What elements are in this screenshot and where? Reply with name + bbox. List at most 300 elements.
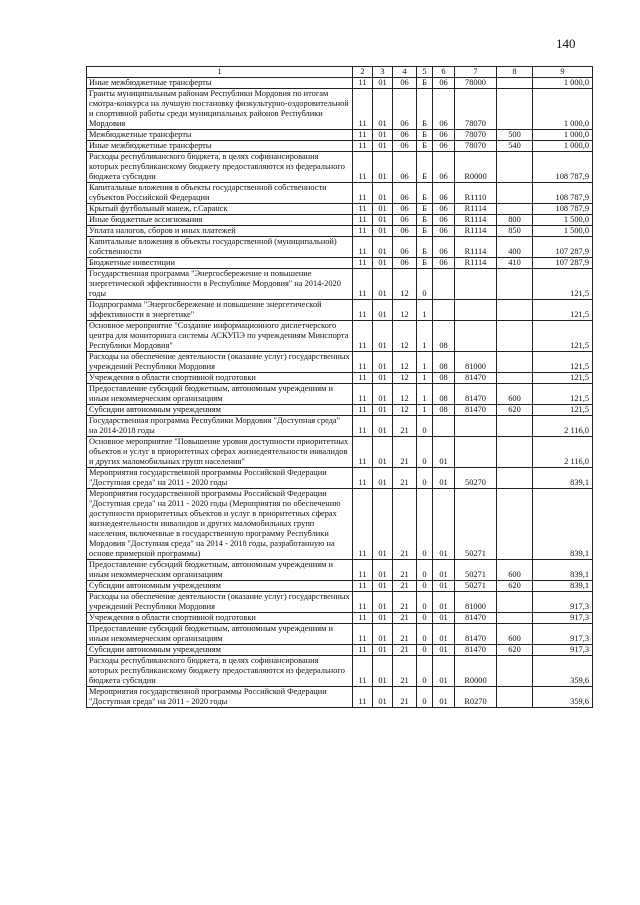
row-code-3: 01 <box>373 130 393 141</box>
row-code-3: 01 <box>373 416 393 437</box>
column-header: 9 <box>533 67 593 78</box>
row-description: Мероприятия государственной программы Российской Федерации "Доступная среда" на 2011 - 2020 годы (Мероприятия по обеспечению доступности приоритетных объектов и услуг в приоритетных сферах жизнедеятельности инвалидов и других маломобильных групп населения, включенные в государственную программу Республики Мордовия "Доступная среда" на 2014 - 2018 годы, разработанную на основе примерной программы) <box>87 489 353 560</box>
row-code-5: 0 <box>417 581 433 592</box>
row-code-5: 1 <box>417 373 433 384</box>
row-code-7: R1114 <box>455 226 497 237</box>
row-code-3: 01 <box>373 78 393 89</box>
table-row <box>87 152 593 183</box>
row-code-8: 400 <box>497 237 533 258</box>
row-code-6: 08 <box>433 405 455 416</box>
row-code-7 <box>455 437 497 468</box>
row-code-6: 01 <box>433 645 455 656</box>
row-amount: 839,1 <box>533 560 593 581</box>
row-code-2: 11 <box>353 468 373 489</box>
column-header: 7 <box>455 67 497 78</box>
row-code-7: 78070 <box>455 89 497 130</box>
row-code-4: 06 <box>393 78 417 89</box>
row-code-8: 600 <box>497 384 533 405</box>
row-code-6: 01 <box>433 581 455 592</box>
row-code-7: 81470 <box>455 384 497 405</box>
row-code-5: 0 <box>417 656 433 687</box>
row-code-5: Б <box>417 183 433 204</box>
row-code-6: 01 <box>433 624 455 645</box>
row-description: Предоставление субсидий бюджетным, автономным учреждениям и иным некоммерческим организациям <box>87 624 353 645</box>
row-code-5: 1 <box>417 405 433 416</box>
row-description: Субсидии автономным учреждениям <box>87 645 353 656</box>
row-code-8: 410 <box>497 258 533 269</box>
row-code-3: 01 <box>373 656 393 687</box>
row-code-8: 500 <box>497 130 533 141</box>
row-code-5: 1 <box>417 384 433 405</box>
table-row <box>87 89 593 130</box>
row-description: Расходы на обеспечение деятельности (оказание услуг) государственных учреждений Республики Мордовия <box>87 352 353 373</box>
row-code-8 <box>497 613 533 624</box>
row-amount: 121,5 <box>533 373 593 384</box>
row-amount: 121,5 <box>533 405 593 416</box>
row-description: Уплата налогов, сборов и иных платежей <box>87 226 353 237</box>
row-code-6: 01 <box>433 656 455 687</box>
row-code-3: 01 <box>373 437 393 468</box>
row-code-4: 06 <box>393 204 417 215</box>
row-amount: 121,5 <box>533 352 593 373</box>
row-amount: 2 116,0 <box>533 437 593 468</box>
row-code-3: 01 <box>373 489 393 560</box>
table-row <box>87 687 593 708</box>
row-code-4: 12 <box>393 373 417 384</box>
row-code-8: 620 <box>497 581 533 592</box>
row-code-7: 50270 <box>455 468 497 489</box>
row-code-3: 01 <box>373 352 393 373</box>
row-code-7: R0000 <box>455 656 497 687</box>
row-code-6: 08 <box>433 373 455 384</box>
row-code-6: 01 <box>433 489 455 560</box>
row-code-5: Б <box>417 89 433 130</box>
row-code-7: R1110 <box>455 183 497 204</box>
table-row <box>87 468 593 489</box>
row-code-8 <box>497 89 533 130</box>
row-code-5: Б <box>417 141 433 152</box>
row-code-8: 600 <box>497 560 533 581</box>
row-code-5: 0 <box>417 613 433 624</box>
row-code-7: 78070 <box>455 141 497 152</box>
row-code-4: 21 <box>393 468 417 489</box>
row-code-7: R1114 <box>455 204 497 215</box>
row-description: Иные межбюджетные трансферты <box>87 141 353 152</box>
row-code-3: 01 <box>373 183 393 204</box>
row-amount: 108 787,9 <box>533 204 593 215</box>
row-code-6: 06 <box>433 130 455 141</box>
row-code-2: 11 <box>353 581 373 592</box>
row-code-5: 0 <box>417 645 433 656</box>
row-code-3: 01 <box>373 215 393 226</box>
table-row <box>87 437 593 468</box>
table-row <box>87 373 593 384</box>
row-amount: 917,3 <box>533 613 593 624</box>
row-code-2: 11 <box>353 141 373 152</box>
row-code-4: 21 <box>393 489 417 560</box>
row-code-2: 11 <box>353 226 373 237</box>
row-code-8 <box>497 321 533 352</box>
row-code-5: Б <box>417 237 433 258</box>
row-code-4: 06 <box>393 183 417 204</box>
row-code-6: 01 <box>433 560 455 581</box>
column-header: 6 <box>433 67 455 78</box>
row-amount: 839,1 <box>533 489 593 560</box>
row-code-6: 06 <box>433 258 455 269</box>
row-amount: 121,5 <box>533 300 593 321</box>
row-code-6: 06 <box>433 78 455 89</box>
row-code-5: 1 <box>417 321 433 352</box>
row-code-2: 11 <box>353 237 373 258</box>
row-description: Иные бюджетные ассигнования <box>87 215 353 226</box>
row-code-8: 620 <box>497 405 533 416</box>
row-code-7: 50271 <box>455 489 497 560</box>
row-amount: 839,1 <box>533 468 593 489</box>
row-code-8 <box>497 468 533 489</box>
column-header: 2 <box>353 67 373 78</box>
row-amount: 1 000,0 <box>533 130 593 141</box>
table-row <box>87 215 593 226</box>
row-code-8 <box>497 152 533 183</box>
table-row <box>87 613 593 624</box>
row-description: Предоставление субсидий бюджетным, автономным учреждениям и иным некоммерческим организациям <box>87 384 353 405</box>
row-code-6: 01 <box>433 437 455 468</box>
row-description: Субсидии автономным учреждениям <box>87 405 353 416</box>
row-amount: 1 000,0 <box>533 141 593 152</box>
row-code-7: R0000 <box>455 152 497 183</box>
row-code-2: 11 <box>353 204 373 215</box>
row-code-4: 06 <box>393 130 417 141</box>
row-code-7 <box>455 321 497 352</box>
row-description: Межбюджетные трансферты <box>87 130 353 141</box>
row-code-6: 01 <box>433 687 455 708</box>
row-description: Государственная программа "Энергосбережение и повышение энергетической эффективности в Республике Мордовия" на 2014-2020 годы <box>87 269 353 300</box>
row-description: Мероприятия государственной программы Российской Федерации "Доступная среда" на 2011 - 2020 годы <box>87 687 353 708</box>
table-row <box>87 130 593 141</box>
row-description: Капитальные вложения в объекты государственной собственности субъектов Российской Федерации <box>87 183 353 204</box>
page-number: 140 <box>556 36 576 51</box>
row-amount: 839,1 <box>533 581 593 592</box>
table-row <box>87 237 593 258</box>
row-code-8 <box>497 373 533 384</box>
column-header: 3 <box>373 67 393 78</box>
row-description: Государственная программа Республики Мордовия "Доступная среда" на 2014-2018 годы <box>87 416 353 437</box>
row-code-5: Б <box>417 226 433 237</box>
row-description: Бюджетные инвестиции <box>87 258 353 269</box>
row-amount: 1 500,0 <box>533 226 593 237</box>
row-description: Крытый футбольный манеж, г.Саранск <box>87 204 353 215</box>
row-description: Гранты муниципальным районам Республики Мордовия по итогам смотра-конкурса на лучшую постановку физкультурно-оздоровительной и спортивной работы среди муниципальных районов Республики Мордовия <box>87 89 353 130</box>
row-code-2: 11 <box>353 687 373 708</box>
table-row <box>87 321 593 352</box>
row-code-7 <box>455 269 497 300</box>
row-code-5: 0 <box>417 560 433 581</box>
row-code-8 <box>497 437 533 468</box>
row-code-4: 06 <box>393 89 417 130</box>
row-code-4: 12 <box>393 405 417 416</box>
row-code-2: 11 <box>353 624 373 645</box>
row-amount: 917,3 <box>533 645 593 656</box>
row-code-2: 11 <box>353 613 373 624</box>
row-description: Мероприятия государственной программы Российской Федерации "Доступная среда" на 2011 - 2020 годы <box>87 468 353 489</box>
row-code-3: 01 <box>373 237 393 258</box>
row-code-3: 01 <box>373 613 393 624</box>
row-code-5: Б <box>417 130 433 141</box>
row-code-4: 21 <box>393 592 417 613</box>
row-code-4: 06 <box>393 258 417 269</box>
row-code-7: 81470 <box>455 373 497 384</box>
table-row <box>87 581 593 592</box>
row-code-2: 11 <box>353 384 373 405</box>
row-code-2: 11 <box>353 89 373 130</box>
row-amount: 917,3 <box>533 592 593 613</box>
row-code-6: 08 <box>433 321 455 352</box>
row-code-3: 01 <box>373 373 393 384</box>
table-row <box>87 269 593 300</box>
table-row <box>87 352 593 373</box>
row-code-2: 11 <box>353 215 373 226</box>
row-code-3: 01 <box>373 592 393 613</box>
row-description: Подпрограмма "Энергосбережение и повышение энергетической эффективности в энергетике" <box>87 300 353 321</box>
table-row <box>87 645 593 656</box>
row-amount: 108 787,9 <box>533 152 593 183</box>
row-code-7 <box>455 300 497 321</box>
table-row <box>87 405 593 416</box>
row-code-7: R1114 <box>455 215 497 226</box>
table-row <box>87 624 593 645</box>
row-code-8 <box>497 78 533 89</box>
row-code-7: 81000 <box>455 592 497 613</box>
row-code-3: 01 <box>373 687 393 708</box>
table-row <box>87 416 593 437</box>
row-amount: 107 287,9 <box>533 258 593 269</box>
row-code-2: 11 <box>353 258 373 269</box>
row-code-7: 81470 <box>455 405 497 416</box>
row-code-7 <box>455 416 497 437</box>
row-code-2: 11 <box>353 373 373 384</box>
row-code-2: 11 <box>353 183 373 204</box>
row-description: Предоставление субсидий бюджетным, автономным учреждениям и иным некоммерческим организациям <box>87 560 353 581</box>
row-code-2: 11 <box>353 645 373 656</box>
row-code-2: 11 <box>353 130 373 141</box>
row-code-4: 06 <box>393 237 417 258</box>
row-code-4: 12 <box>393 352 417 373</box>
row-code-2: 11 <box>353 560 373 581</box>
row-code-2: 11 <box>353 152 373 183</box>
row-code-3: 01 <box>373 405 393 416</box>
row-code-5: 0 <box>417 624 433 645</box>
row-description: Расходы на обеспечение деятельности (оказание услуг) государственных учреждений Республики Мордовия <box>87 592 353 613</box>
row-code-3: 01 <box>373 645 393 656</box>
row-code-8 <box>497 300 533 321</box>
column-header: 1 <box>87 67 353 78</box>
row-code-5: 0 <box>417 437 433 468</box>
row-amount: 917,3 <box>533 624 593 645</box>
row-code-5: Б <box>417 204 433 215</box>
row-code-4: 21 <box>393 656 417 687</box>
row-amount: 1 500,0 <box>533 215 593 226</box>
row-code-7: 81470 <box>455 624 497 645</box>
row-code-4: 06 <box>393 226 417 237</box>
row-code-4: 21 <box>393 687 417 708</box>
row-code-2: 11 <box>353 78 373 89</box>
row-code-2: 11 <box>353 300 373 321</box>
row-code-8 <box>497 592 533 613</box>
row-code-6: 06 <box>433 183 455 204</box>
row-code-3: 01 <box>373 624 393 645</box>
row-code-5: 0 <box>417 269 433 300</box>
row-code-3: 01 <box>373 560 393 581</box>
row-code-7: 78000 <box>455 78 497 89</box>
row-code-7: R0270 <box>455 687 497 708</box>
row-code-7: R1114 <box>455 258 497 269</box>
row-code-5: 0 <box>417 592 433 613</box>
row-code-7: 50271 <box>455 581 497 592</box>
row-code-6 <box>433 300 455 321</box>
table-row <box>87 226 593 237</box>
row-code-8 <box>497 687 533 708</box>
table-row <box>87 78 593 89</box>
row-code-4: 12 <box>393 269 417 300</box>
budget-table <box>86 66 593 708</box>
row-code-5: 0 <box>417 468 433 489</box>
row-code-7: R1114 <box>455 237 497 258</box>
row-description: Основное мероприятие "Создание информационного диспетчерского центра для мониторинга системы АСКУПЭ по учреждениям Минспорта Республики Мордовия" <box>87 321 353 352</box>
row-code-2: 11 <box>353 405 373 416</box>
row-description: Учреждения в области спортивной подготовки <box>87 613 353 624</box>
row-description: Основное мероприятие "Повышение уровня доступности приоритетных объектов и услуг в приоритетных сферах жизнедеятельности инвалидов и других маломобильных групп населения" <box>87 437 353 468</box>
row-code-2: 11 <box>353 269 373 300</box>
row-code-6: 06 <box>433 215 455 226</box>
row-code-3: 01 <box>373 152 393 183</box>
row-code-6 <box>433 416 455 437</box>
row-code-3: 01 <box>373 226 393 237</box>
row-code-5: 1 <box>417 352 433 373</box>
row-description: Капитальные вложения в объекты государственной (муниципальной) собственности <box>87 237 353 258</box>
row-code-6: 08 <box>433 384 455 405</box>
table-row <box>87 204 593 215</box>
row-code-5: 1 <box>417 300 433 321</box>
row-code-2: 11 <box>353 656 373 687</box>
row-code-5: 0 <box>417 416 433 437</box>
row-code-7: 81000 <box>455 352 497 373</box>
row-code-6: 01 <box>433 468 455 489</box>
row-amount: 121,5 <box>533 384 593 405</box>
row-code-6: 06 <box>433 237 455 258</box>
row-code-8: 600 <box>497 624 533 645</box>
row-amount: 121,5 <box>533 269 593 300</box>
row-code-6: 01 <box>433 613 455 624</box>
row-code-8: 540 <box>497 141 533 152</box>
row-code-8 <box>497 183 533 204</box>
row-code-4: 12 <box>393 384 417 405</box>
row-amount: 1 000,0 <box>533 89 593 130</box>
row-code-5: Б <box>417 152 433 183</box>
table-row <box>87 141 593 152</box>
row-code-6: 06 <box>433 141 455 152</box>
row-description: Расходы республиканского бюджета, в целях софинансирования которых республиканскому бюджету предоставляются из федерального бюджета субсидии <box>87 152 353 183</box>
row-code-7: 78070 <box>455 130 497 141</box>
row-code-3: 01 <box>373 321 393 352</box>
row-code-4: 21 <box>393 613 417 624</box>
row-amount: 359,6 <box>533 687 593 708</box>
row-code-5: 0 <box>417 489 433 560</box>
row-amount: 359,6 <box>533 656 593 687</box>
row-code-3: 01 <box>373 300 393 321</box>
table-header-row <box>87 67 593 78</box>
row-code-6: 06 <box>433 152 455 183</box>
row-code-4: 21 <box>393 437 417 468</box>
row-code-7: 81470 <box>455 613 497 624</box>
row-code-2: 11 <box>353 592 373 613</box>
row-amount: 1 000,0 <box>533 78 593 89</box>
table-row <box>87 384 593 405</box>
row-code-3: 01 <box>373 204 393 215</box>
row-code-3: 01 <box>373 269 393 300</box>
row-amount: 107 287,9 <box>533 237 593 258</box>
row-code-6: 06 <box>433 89 455 130</box>
row-description: Иные межбюджетные трансферты <box>87 78 353 89</box>
row-code-8: 850 <box>497 226 533 237</box>
row-code-4: 21 <box>393 645 417 656</box>
table-row <box>87 258 593 269</box>
row-code-5: Б <box>417 258 433 269</box>
table-row <box>87 560 593 581</box>
row-code-3: 01 <box>373 141 393 152</box>
row-description: Учреждения в области спортивной подготовки <box>87 373 353 384</box>
row-code-8 <box>497 416 533 437</box>
row-code-2: 11 <box>353 437 373 468</box>
row-code-3: 01 <box>373 468 393 489</box>
row-code-2: 11 <box>353 489 373 560</box>
row-code-4: 12 <box>393 300 417 321</box>
column-header: 8 <box>497 67 533 78</box>
row-code-6: 06 <box>433 204 455 215</box>
row-code-8 <box>497 656 533 687</box>
row-description: Субсидии автономным учреждениям <box>87 581 353 592</box>
row-amount: 121,5 <box>533 321 593 352</box>
table-row <box>87 183 593 204</box>
row-code-8: 800 <box>497 215 533 226</box>
row-code-4: 21 <box>393 416 417 437</box>
row-code-4: 06 <box>393 152 417 183</box>
row-code-6: 06 <box>433 226 455 237</box>
row-code-4: 06 <box>393 215 417 226</box>
column-header: 5 <box>417 67 433 78</box>
row-code-4: 21 <box>393 624 417 645</box>
row-code-7: 50271 <box>455 560 497 581</box>
row-code-5: 0 <box>417 687 433 708</box>
row-code-6: 01 <box>433 592 455 613</box>
row-code-5: Б <box>417 215 433 226</box>
row-code-6 <box>433 269 455 300</box>
row-code-8 <box>497 269 533 300</box>
row-amount: 2 116,0 <box>533 416 593 437</box>
row-code-8 <box>497 489 533 560</box>
table-row <box>87 489 593 560</box>
row-code-3: 01 <box>373 258 393 269</box>
row-code-5: Б <box>417 78 433 89</box>
row-code-7: 81470 <box>455 645 497 656</box>
row-code-4: 12 <box>393 321 417 352</box>
table-row <box>87 300 593 321</box>
row-code-4: 21 <box>393 581 417 592</box>
row-code-3: 01 <box>373 89 393 130</box>
row-description: Расходы республиканского бюджета, в целях софинансирования которых республиканскому бюджету предоставляются из федерального бюджета субсидии <box>87 656 353 687</box>
row-code-3: 01 <box>373 384 393 405</box>
row-code-2: 11 <box>353 416 373 437</box>
row-code-2: 11 <box>353 352 373 373</box>
